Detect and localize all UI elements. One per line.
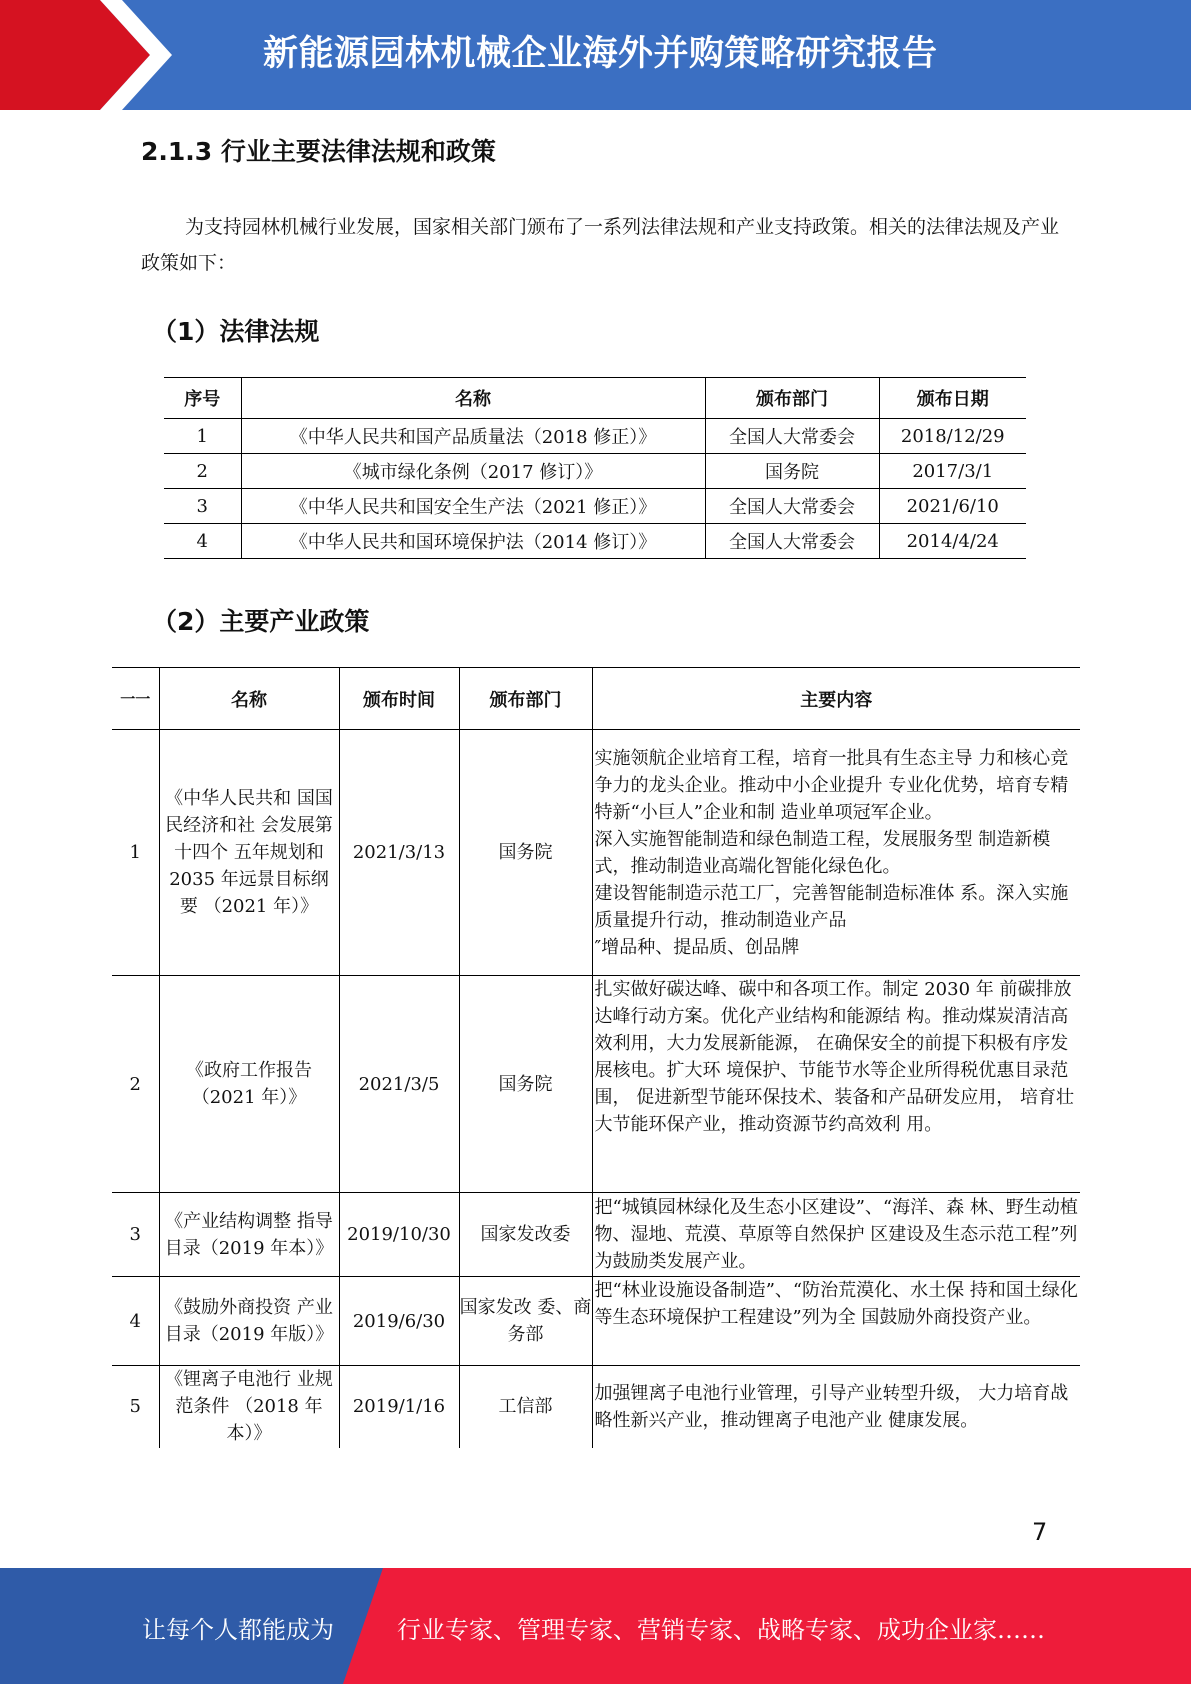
laws-col-header: 颁布日期 bbox=[879, 378, 1026, 419]
footer-slogan-left: 让每个人都能成为 bbox=[142, 1616, 334, 1644]
policy-name: 《产业结构调整 指导目录（2019 年本）》 bbox=[159, 1193, 339, 1277]
law-name: 《中华人民共和国产品质量法（2018 修正）》 bbox=[241, 419, 705, 454]
law-date: 2017/3/1 bbox=[879, 454, 1026, 489]
law-date: 2018/12/29 bbox=[879, 419, 1026, 454]
policy-name: 《政府工作报告（2021 年）》 bbox=[159, 976, 339, 1193]
policies-header-row bbox=[112, 668, 1080, 730]
table-row bbox=[164, 524, 1026, 559]
law-department: 全国人大常委会 bbox=[705, 524, 879, 559]
table-row bbox=[164, 489, 1026, 524]
law-name: 《中华人民共和国安全生产法（2021 修正）》 bbox=[241, 489, 705, 524]
laws-col-header: 序号 bbox=[164, 378, 241, 419]
table-row bbox=[112, 1366, 1080, 1448]
policies-col-header: 主要内容 bbox=[592, 668, 1080, 730]
policy-content: 把“林业设施设备制造”、“防治荒漠化、水土保 持和国土绿化等生态环境保护工程建设”列为全 国鼓励外商投资产业。 bbox=[592, 1277, 1080, 1366]
policy-index: 1 bbox=[112, 730, 159, 976]
policy-name: 《鼓励外商投资 产业目录（2019 年版）》 bbox=[159, 1277, 339, 1366]
policy-department: 国家发改委 bbox=[459, 1193, 592, 1277]
report-title: 新能源园林机械企业海外并购策略研究报告 bbox=[263, 34, 938, 74]
section-title: 2.1.3 行业主要法律法规和政策 bbox=[141, 137, 496, 166]
table-row bbox=[112, 976, 1080, 1193]
law-name: 《中华人民共和国环境保护法（2014 修订）》 bbox=[241, 524, 705, 559]
intro-paragraph: 为支持园林机械行业发展，国家相关部门颁布了一系列法律法规和产业支持政策。相关的法律法规及产业政策如下： bbox=[141, 216, 1060, 274]
law-name: 《城市绿化条例（2017 修订）》 bbox=[241, 454, 705, 489]
table-row bbox=[164, 419, 1026, 454]
table-row bbox=[112, 1193, 1080, 1277]
laws-table bbox=[164, 377, 1026, 559]
policy-department: 国务院 bbox=[459, 976, 592, 1193]
page-number: 7 bbox=[1032, 1518, 1048, 1546]
policy-date: 2019/10/30 bbox=[339, 1193, 459, 1277]
law-index: 4 bbox=[164, 524, 241, 559]
policy-index: 5 bbox=[129, 1396, 141, 1418]
policies-col-header: 颁布时间 bbox=[339, 668, 459, 730]
law-date: 2014/4/24 bbox=[879, 524, 1026, 559]
footer-slogan-right: 行业专家、管理专家、营销专家、战略专家、成功企业家…… bbox=[397, 1616, 1045, 1644]
law-department: 国务院 bbox=[705, 454, 879, 489]
laws-col-header: 颁布部门 bbox=[705, 378, 879, 419]
policy-department: 国务院 bbox=[459, 730, 592, 976]
policy-date: 2021/3/5 bbox=[339, 976, 459, 1193]
policies-table bbox=[112, 667, 1080, 1448]
policy-content: 加强锂离子电池行业管理，引导产业转型升级， 大力培育战略性新兴产业，推动锂离子电池产业 健康发展。 bbox=[592, 1366, 1080, 1448]
policy-content: 扎实做好碳达峰、碳中和各项工作。制定 2030 年 前碳排放达峰行动方案。优化产业结构和能源结 构。推动煤炭清洁高效利用，大力发展新能源， 在确保安全的前提下积极有序发展核电。扩大环 境保护、节能节水等企业所得税优惠目录范围， 促进新型节能环保技术、装备和产品研发应用， 培育壮大节能环保产业，推动资源节约高效利 用。 bbox=[592, 976, 1080, 1193]
laws-heading: （1）法律法规 bbox=[152, 317, 320, 346]
law-index: 1 bbox=[164, 419, 241, 454]
policies-col-header: 颁布部门 bbox=[459, 668, 592, 730]
policy-date: 2019/1/16 bbox=[339, 1366, 459, 1448]
page-header bbox=[0, 0, 1191, 110]
policy-content: 实施领航企业培育工程，培育一批具有生态主导 力和核心竞争力的龙头企业。推动中小企业提升 专业化优势，培育专精特新“小巨人”企业和制 造业单项冠军企业。 深入实施智能制造和绿色制造工程，发展服务型 制造新模式，推动制造业高端化智能化绿色化。 建设智能制造示范工厂，完善智能制造标准体 系。深入实施质量提升行动，推动制造业产品 ″增品种、提品质、创品牌 bbox=[592, 730, 1080, 976]
policy-date: 2019/6/30 bbox=[339, 1277, 459, 1366]
policies-heading: （2）主要产业政策 bbox=[152, 607, 370, 636]
law-department: 全国人大常委会 bbox=[705, 419, 879, 454]
policy-name: 《锂离子电池行 业规范条件 （2018 年本）》 bbox=[159, 1366, 339, 1448]
policy-index: 4 bbox=[112, 1277, 159, 1366]
policy-content: 把“城镇园林绿化及生态小区建设”、“海洋、森 林、野生动植物、湿地、荒漠、草原等自然保护 区建设及生态示范工程”列为鼓励类发展产业。 bbox=[592, 1193, 1080, 1277]
policies-col-header: 名称 bbox=[159, 668, 339, 730]
policy-name: 《中华人民共和 国国民经济和社 会发展第十四个 五年规划和 2035 年远景目标纲要 （2021 年）》 bbox=[159, 730, 339, 976]
policy-department: 国家发改 委、商务部 bbox=[459, 1277, 592, 1366]
table-row bbox=[112, 730, 1080, 976]
policy-index: 2 bbox=[112, 976, 159, 1193]
laws-header-row bbox=[164, 378, 1026, 419]
law-index: 3 bbox=[164, 489, 241, 524]
table-row bbox=[164, 454, 1026, 489]
laws-col-header: 名称 bbox=[241, 378, 705, 419]
policy-date: 2021/3/13 bbox=[339, 730, 459, 976]
policies-col-header: 一一 bbox=[112, 668, 159, 730]
policy-index: 3 bbox=[112, 1193, 159, 1277]
table-row bbox=[112, 1277, 1080, 1366]
law-index: 2 bbox=[164, 454, 241, 489]
law-date: 2021/6/10 bbox=[879, 489, 1026, 524]
policy-department: 工信部 bbox=[459, 1366, 592, 1448]
law-department: 全国人大常委会 bbox=[705, 489, 879, 524]
page-footer bbox=[0, 1568, 1191, 1684]
